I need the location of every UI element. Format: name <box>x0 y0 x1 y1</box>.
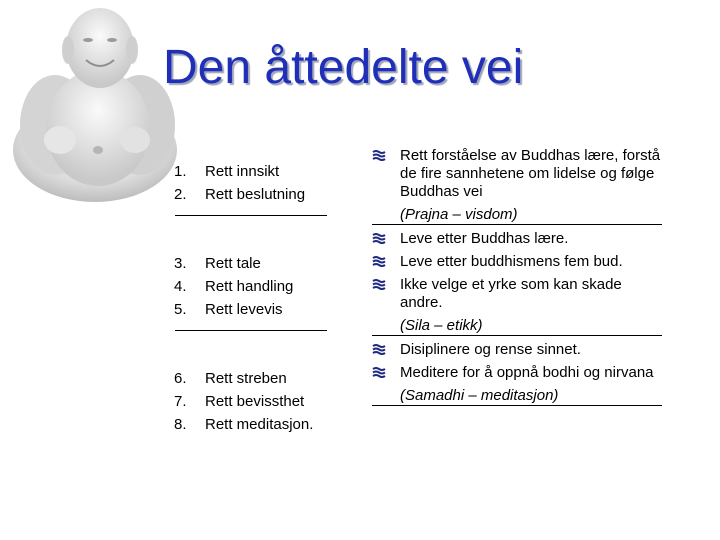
list-item-number: 6. <box>174 370 187 387</box>
list-item-number: 5. <box>174 301 187 318</box>
list-item <box>174 252 334 275</box>
wavy-bullet-icon <box>372 341 400 355</box>
bullet-item <box>372 276 662 312</box>
bullet-item <box>372 364 662 382</box>
category-line <box>372 317 662 336</box>
separator-line <box>175 215 327 216</box>
buddha-statue-image <box>0 0 180 205</box>
list-item <box>174 275 334 298</box>
list-item-label: Rett streben <box>205 370 287 387</box>
bullet-text: Ikke velge et yrke som kan skade andre. <box>400 276 622 311</box>
category-line <box>372 387 662 406</box>
bullet-text: Leve etter buddhismens fem bud. <box>400 253 623 270</box>
list-item-label: Rett beslutning <box>205 186 306 203</box>
wavy-bullet-icon <box>372 276 400 290</box>
wavy-bullet-icon <box>372 364 400 378</box>
list-item-number: 2. <box>174 186 187 203</box>
path-steps-list <box>174 160 334 436</box>
slide-title: Den åttedelte vei <box>163 41 524 94</box>
list-item-label: Rett levevis <box>205 301 283 318</box>
list-item-number: 7. <box>174 393 187 410</box>
list-item-label: Rett tale <box>205 255 261 272</box>
bullet-item <box>372 147 662 201</box>
list-item-number: 1. <box>174 163 187 180</box>
list-item-label: Rett handling <box>205 278 294 295</box>
list-item <box>174 390 334 413</box>
list-item-number: 3. <box>174 255 187 272</box>
bullet-text: Meditere for å oppnå bodhi og nirvana <box>400 364 654 381</box>
bullet-item <box>372 253 662 271</box>
wavy-bullet-icon <box>372 147 400 161</box>
bullet-text: Leve etter Buddhas lære. <box>400 230 569 247</box>
explanation-list <box>372 147 662 411</box>
list-item <box>174 183 334 206</box>
list-item <box>174 367 334 390</box>
category-label: (Sila – etikk) <box>400 317 483 334</box>
list-item-label: Rett bevissthet <box>205 393 305 410</box>
list-item-number: 4. <box>174 278 187 295</box>
bullet-text: Rett forståelse av Buddhas lære, forstå de fire sannhetene om lidelse og følge Buddhas vei <box>400 147 661 200</box>
bullet-item <box>372 230 662 248</box>
list-item-label: Rett innsikt <box>205 163 280 180</box>
wavy-bullet-icon <box>372 230 400 244</box>
list-item-label: Rett meditasjon. <box>205 416 314 433</box>
bullet-item <box>372 341 662 359</box>
list-item <box>174 160 334 183</box>
wavy-bullet-icon <box>372 253 400 267</box>
category-line <box>372 206 662 225</box>
bullet-text: Disiplinere og rense sinnet. <box>400 341 581 358</box>
list-item <box>174 298 334 321</box>
separator-line <box>175 330 327 331</box>
list-item <box>174 413 334 436</box>
list-item-number: 8. <box>174 416 187 433</box>
category-label: (Samadhi – meditasjon) <box>400 387 559 404</box>
category-label: (Prajna – visdom) <box>400 206 518 223</box>
